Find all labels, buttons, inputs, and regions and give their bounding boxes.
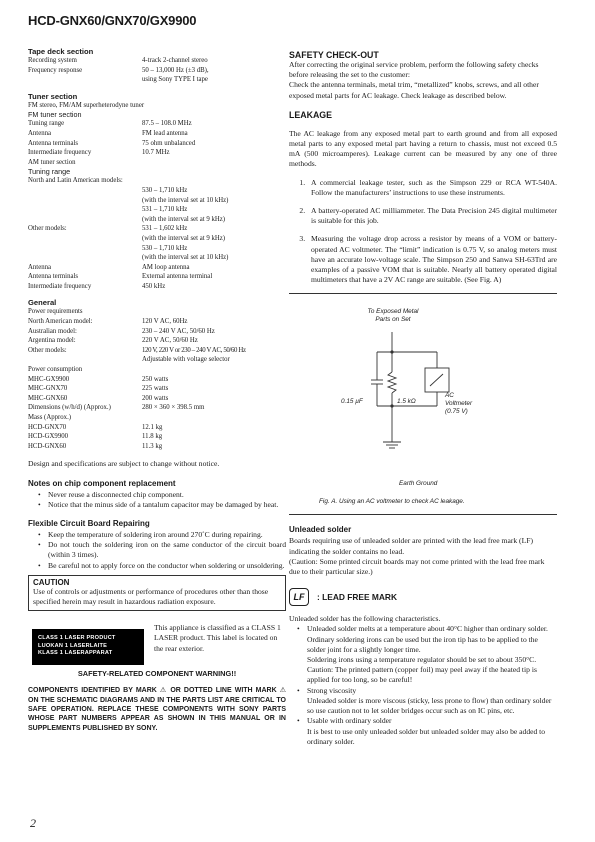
voltmeter-needle xyxy=(430,374,443,386)
leakage-methods xyxy=(289,178,557,286)
laser-label-line: KLASS 1 LASERAPPARAT xyxy=(38,650,113,657)
laser-label-line: CLASS 1 LASER PRODUCT xyxy=(38,635,116,642)
spec-row: Intermediate frequency 10.7 MHz xyxy=(28,149,170,157)
junction-dot xyxy=(390,405,393,408)
spec-row: HCD-GNX60 11.3 kg xyxy=(28,442,163,450)
spec-row: Tuning range 87.5 – 108.0 MHz xyxy=(28,120,192,128)
flex-list xyxy=(28,530,286,571)
leakage-intro: The AC leakage from any exposed metal part to earth ground and from all exposed metal parts to any exposed metal part having a return to chassis, must not exceed 0.5 mA (500 microamperes). Leakage current can be measured by any one of three methods. xyxy=(289,128,557,169)
caution-box xyxy=(28,575,286,611)
spec-row: Antenna AM loop antenna xyxy=(28,263,190,271)
leakage-title: LEAKAGE xyxy=(289,109,333,120)
list-item: • Strong viscosity Unleaded solder is more viscous (sticky, less prone to flow) than ordinary solder so use caution not to let solder bridges occur such as on IC pins, etc. xyxy=(295,686,557,717)
design-note: Design and specifications are subject to change without notice. xyxy=(28,459,220,469)
left-column xyxy=(28,44,286,733)
page-number: 2 xyxy=(30,816,36,830)
spec-row: Dimensions (w/h/d) (Approx.) 280 × 360 × 398.5 mm xyxy=(28,404,205,412)
spec-row: North American model: 120 V AC, 60Hz xyxy=(28,318,188,326)
spec-row: HCD-GX9900 11.8 kg xyxy=(28,433,163,441)
fm-tuner-title: FM tuner section xyxy=(28,110,82,120)
ground-label: Earth Ground xyxy=(399,480,438,488)
laser-notice xyxy=(28,623,286,665)
caution-title: CAUTION xyxy=(33,577,70,587)
laser-text: This appliance is classified as a CLASS 1 LASER product. This label is located on the rear exterior. xyxy=(154,623,281,653)
spec-row: HCD-GNX70 12.1 kg xyxy=(28,423,163,431)
spec-row: Frequency response 50 – 13,000 Hz (±3 dB), xyxy=(28,66,209,74)
lead-free-mark-icon: LF xyxy=(289,588,309,606)
spec-value: 531 – 1,710 kHz xyxy=(142,206,188,214)
spec-row: Antenna terminals External antenna terminal xyxy=(28,273,213,281)
safety-warning-title: SAFETY-RELATED COMPONENT WARNING!! xyxy=(77,669,237,679)
safety-checkout-text: After correcting the original service problem, perform the following safety checks before releasing the set to the customer: xyxy=(289,60,539,80)
am-tuning-range-label: Tuning range xyxy=(28,167,71,177)
power-requirements-label: Power requirements xyxy=(28,308,83,316)
spec-row: Other models: 120 V, 220 V or 230 – 240 V AC, 50/60 Hz xyxy=(28,346,246,354)
spec-value: 530 – 1,710 kHz xyxy=(142,244,188,252)
list-item: • Keep the temperature of soldering iron around 270˚C during repairing. xyxy=(38,530,286,540)
power-consumption-label: Power consumption xyxy=(28,366,83,374)
spec-row: Antenna terminals 75 ohm unbalanced xyxy=(28,139,196,147)
laser-class-label xyxy=(32,629,144,665)
list-item: 2. A battery-operated AC milliammeter. The Data Precision 245 digital multimeter is suitable for this job. xyxy=(307,206,557,226)
list-item: • Be careful not to apply force on the conductor when soldering or unsoldering. xyxy=(38,561,286,571)
lead-free-list xyxy=(289,624,557,746)
spec-value: (with the interval set at 9 kHz) xyxy=(142,234,226,242)
chip-section-title: Notes on chip component replacement xyxy=(28,478,176,488)
spec-row: Adjustable with voltage selector xyxy=(142,356,230,364)
am-region-north-latin: North and Latin American models: xyxy=(28,177,123,185)
right-column xyxy=(289,50,557,747)
spec-row: Argentina model: 220 V AC, 50/60 Hz xyxy=(28,337,198,345)
tuner-type: FM stereo, FM/AM superheterodyne tuner xyxy=(28,101,145,109)
model-title: HCD-GNX60/GNX70/GX9900 xyxy=(28,13,197,28)
figure-top-label: To Exposed Metal Parts on Set xyxy=(367,308,419,324)
unleaded-text: Boards requiring use of unleaded solder are printed with the lead free mark (LF) indicating the solder contains no lead. xyxy=(289,536,533,556)
caution-text: Use of controls or adjustments or performance of procedures other than those specified herein may result in hazardous radiation exposure. xyxy=(33,586,269,606)
spec-row: Australian model: 230 – 240 V AC, 50/60 Hz xyxy=(28,327,215,335)
list-item: 1. A commercial leakage tester, such as the Simpson 229 or RCA WT-540A. Follow the manufacturers’ instructions to use these instruments. xyxy=(307,178,557,198)
mass-label: Mass (Approx.) xyxy=(28,414,72,421)
spec-value: (with the interval set at 9 kHz) xyxy=(142,215,226,223)
spec-row: using Sony TYPE I tape xyxy=(142,76,208,84)
figure-a xyxy=(289,293,557,515)
spec-row: Other models: 531 – 1,602 kHz xyxy=(28,225,188,233)
list-item: • Never reuse a disconnected chip component. xyxy=(38,490,286,500)
spec-row: MHC-GNX60 200 watts xyxy=(28,394,169,402)
chip-list xyxy=(28,490,286,510)
safety-checkout-title: SAFETY CHECK-OUT xyxy=(289,50,379,60)
spec-row: Recording system 4-track 2-channel stereo xyxy=(28,57,208,64)
spec-value: (with the interval set at 10 kHz) xyxy=(142,254,229,262)
voltmeter-label: AC Voltmeter (0.75 V) xyxy=(445,392,473,416)
spec-row: Antenna FM lead antenna xyxy=(28,129,188,137)
spec-value: 530 – 1,710 kHz xyxy=(142,186,188,194)
spec-value: (with the interval set at 10 kHz) xyxy=(142,196,229,204)
capacitor-label: 0.15 µF xyxy=(341,398,363,406)
spec-row: MHC-GNX70 225 watts xyxy=(28,385,169,393)
lead-free-header xyxy=(289,587,557,606)
resistor-label: 1.5 kΩ xyxy=(397,398,416,406)
unleaded-caution: (Caution: Some printed circuit boards may not come printed with the lead free mark due to their particular size.) xyxy=(289,556,545,577)
spec-row: MHC-GX9900 250 watts xyxy=(28,375,169,383)
tuner-section-title: Tuner section xyxy=(28,91,78,101)
components-warning: COMPONENTS IDENTIFIED BY MARK ⚠ OR DOTTED LINE WITH MARK ⚠ ON THE SCHEMATIC DIAGRAMS AND IN THE PARTS LIST ARE CRITICAL TO SAFE OPERATION. REPLACE THESE COMPONENTS WITH SONY PARTS WHOSE PART NUMBERS APPEAR AS SHOWN IN THIS MANUAL OR IN SUPPLEMENTS PUBLISHED BY SONY. xyxy=(28,687,286,732)
am-tuner-title: AM tuner section xyxy=(28,158,76,166)
figure-caption: Fig. A. Using an AC voltmeter to check AC leakage. xyxy=(319,498,465,506)
laser-label-line: LUOKAN 1 LASERLAITE xyxy=(38,642,108,649)
lead-free-intro: Unleaded solder has the following characteristics. xyxy=(289,614,441,624)
safety-checkout-text2: Check the antenna terminals, metal trim, “metallized” knobs, screws, and all other exposed metal parts for AC leakage. Check leakage as described below. xyxy=(289,80,539,100)
resistor-zigzag xyxy=(388,372,396,393)
list-item: • Unleaded solder melts at a temperature about 40°C higher than ordinary solder. Ordinary soldering irons can be used but the iron tip has to be applied to the solder joint for a slightly longer time. Soldering irons using a temperature regulator should be set to about 350°C. Caution: The printed pattern (copper foil) may peel away if the heated tip is applied for too long, so be careful! xyxy=(295,624,557,685)
list-item: • Notice that the minus side of a tantalum capacitor may be damaged by heat. xyxy=(38,500,286,510)
general-section-title: General xyxy=(28,298,57,308)
list-item: 3. Measuring the voltage drop across a resistor by means of a VOM or battery-operated AC voltmeter. The “limit” indication is 0.75 V, so analog meters must have an accurate low-voltage scale. The Simpson 250 and Sanwa SH-63Trd are examples of a passive VOM that is suitable. Nearly all battery operated digital multimeters that have a 2V AC range are suitable. (See Fig. A) xyxy=(307,234,557,285)
unleaded-title: Unleaded solder xyxy=(289,525,352,535)
list-item: • Do not touch the soldering iron on the same conductor of the circuit board (within 3 times). xyxy=(38,540,286,560)
list-item: • Usable with ordinary solder It is best to use only unleaded solder but unleaded solder may also be added to ordinary solder. xyxy=(295,716,557,747)
junction-dot xyxy=(390,351,393,354)
tape-section-title: Tape deck section xyxy=(28,47,94,56)
lead-free-title: : LEAD FREE MARK xyxy=(317,591,398,602)
spec-row: Intermediate frequency 450 kHz xyxy=(28,282,166,290)
flex-section-title: Flexible Circuit Board Repairing xyxy=(28,518,150,528)
